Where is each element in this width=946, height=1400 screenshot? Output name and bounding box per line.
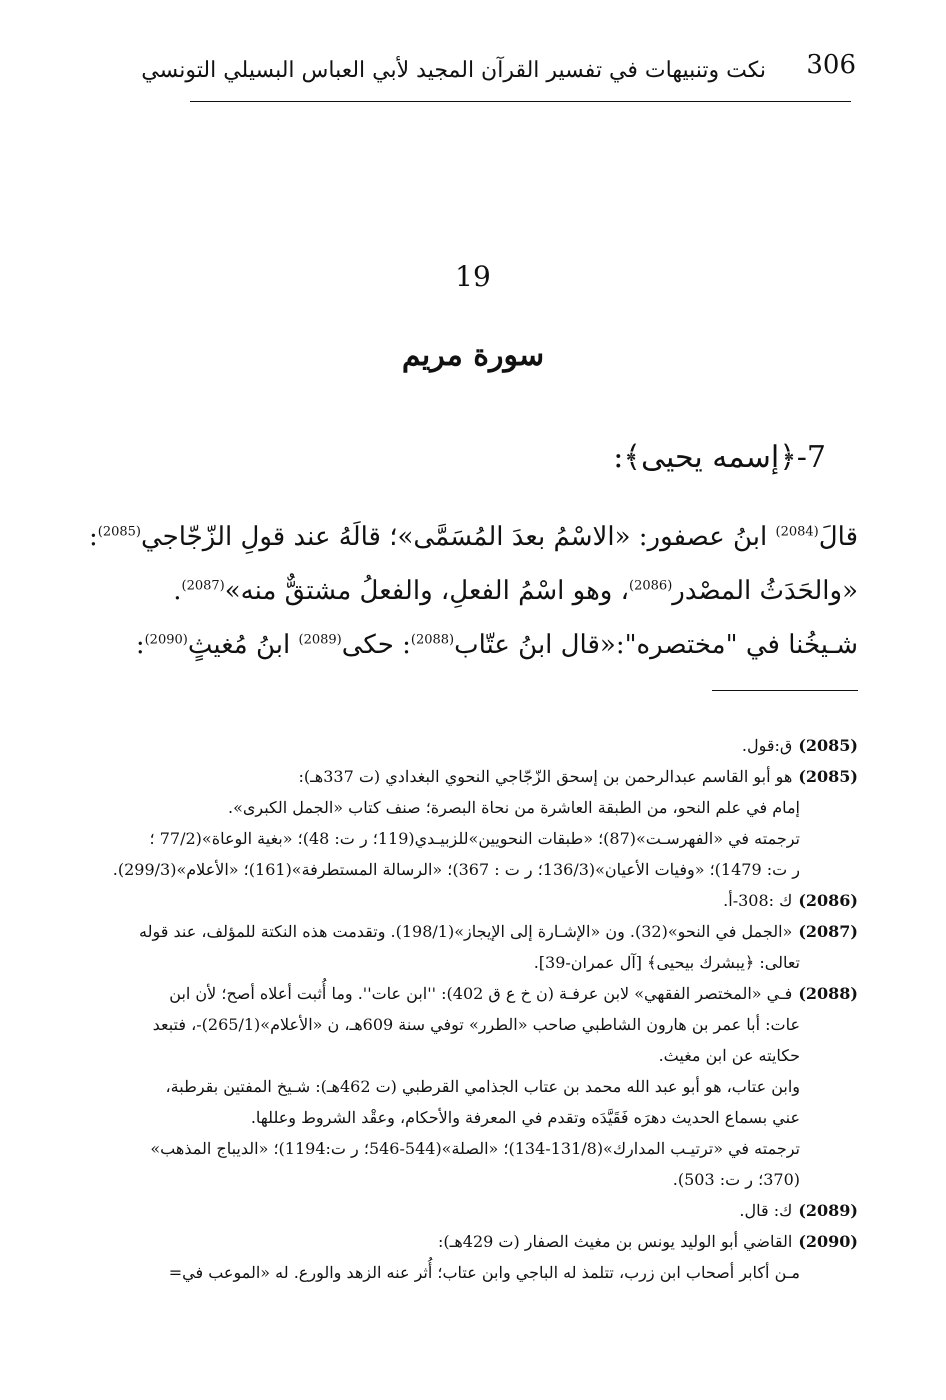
footnote-line bbox=[90, 854, 858, 885]
footnote-text: «الجمل في النحو»(32). ون «الإشـارة إلى الإيجاز»(198/1). وتقدمت هذه النكتة للمؤلف، عند قوله bbox=[139, 922, 793, 941]
footnote-ref: (2089) bbox=[298, 632, 342, 648]
footnote-text: (370؛ ر ت: 503). bbox=[672, 1170, 800, 1189]
footnote-line bbox=[90, 1009, 858, 1040]
running-title: نكت وتنبيهات في تفسير القرآن المجيد لأبي العباس البسيلي التونسي bbox=[141, 58, 766, 83]
body-line-2 bbox=[80, 564, 858, 618]
verse-heading: 7-﴿إسمه يحيى﴾: bbox=[613, 440, 826, 475]
footnote-text: إمام في علم النحو، من الطبقة العاشرة من نحاة البصرة؛ صنف كتاب «الجمل الكبرى». bbox=[227, 798, 800, 817]
footnote-line bbox=[90, 1164, 858, 1195]
footnote-line bbox=[90, 761, 858, 792]
footnote-number: (2088) bbox=[798, 984, 858, 1003]
footnote-number: (2087) bbox=[798, 922, 858, 941]
footnote-text: ر ت: 1479)؛ «وفيات الأعيان»(136/3؛ ر ت : 367)؛ «الرسالة المستطرفة»(161)؛ «الأعلام»(299/3). bbox=[112, 860, 800, 879]
footnote-line bbox=[90, 885, 858, 916]
text-run: . bbox=[173, 576, 182, 606]
text-run: شـيخُنا في "مختصره":«قال ابنُ عتّاب bbox=[454, 630, 858, 660]
footnote-text: عات: أبا عمر بن هارون الشاطبي صاحب «الطرر» توفي سنة 609هـ، ن «الأعلام»(265/1)-، فتبعد bbox=[152, 1015, 800, 1034]
text-run: : bbox=[88, 522, 98, 552]
footnote-text: ك :308-أ. bbox=[723, 891, 793, 910]
text-run: «والحَدَثُ المصْدر bbox=[672, 576, 858, 606]
footnote-line bbox=[90, 730, 858, 761]
footnote-line bbox=[90, 1071, 858, 1102]
footnote-number: (2086) bbox=[798, 891, 858, 910]
footnote-line bbox=[90, 1257, 858, 1288]
footnote-text: ق:قول. bbox=[741, 736, 793, 755]
text-run: ابنُ عصفور: «الاسْمُ بعدَ المُسَمَّى»؛ قالَهُ عند قولِ الزّجّاجي bbox=[140, 522, 776, 552]
footnote-text: ترجمته في «الفهرسـت»(87)؛ «طبقات النحويين»للزبيـدي(119؛ ر ت: 48)؛ «بغية الوعاة»(77/2 ؛ bbox=[149, 829, 800, 848]
footnote-separator bbox=[712, 690, 858, 691]
footnote-text: وابن عتاب، هو أبو عبد الله محمد بن عتاب الجذامي القرطبي (ت 462هـ): شـيخ المفتين بقرطبة، bbox=[165, 1077, 800, 1096]
text-run: قالَ bbox=[818, 522, 858, 552]
footnote-line bbox=[90, 947, 858, 978]
footnotes bbox=[90, 730, 858, 1288]
footnote-text: القاضي أبو الوليد يونس بن مغيث الصفار (ت 429هـ): bbox=[438, 1232, 793, 1251]
footnote-ref: (2087) bbox=[181, 578, 225, 594]
footnote-line bbox=[90, 1040, 858, 1071]
text-run: : حكى bbox=[341, 630, 411, 660]
footnote-ref: (2085) bbox=[97, 524, 141, 540]
footnote-ref: (2090) bbox=[144, 632, 188, 648]
footnote-text: مـن أكابر أصحاب ابن زرب، تتلمذ له الباجي وابن عتاب؛ أُثر عنه الزهد والورع. له «الموعب في= bbox=[168, 1263, 800, 1282]
footnote-line bbox=[90, 1195, 858, 1226]
footnote-line bbox=[90, 792, 858, 823]
footnote-line bbox=[90, 916, 858, 947]
footnote-text: هو أبو القاسم عبدالرحمن بن إسحق الزّجّاجي النحوي البغدادي (ت 337هـ): bbox=[298, 767, 793, 786]
footnote-number: (2085) bbox=[798, 736, 858, 755]
page-number: 306 bbox=[806, 50, 856, 80]
surah-title: سورة مريم bbox=[401, 338, 545, 373]
footnote-line bbox=[90, 1226, 858, 1257]
footnote-line bbox=[90, 978, 858, 1009]
surah-number: 19 bbox=[455, 260, 491, 293]
body-text bbox=[80, 510, 858, 672]
footnote-line bbox=[90, 823, 858, 854]
page-header bbox=[141, 50, 856, 100]
header-rule bbox=[190, 101, 851, 102]
footnote-line bbox=[90, 1102, 858, 1133]
footnote-text: فـي «المختصر الفقهي» لابن عرفـة (ن خ ع ق 402): ''ابن عات''. وما أُثبت أعلاه أصح؛ لأن ابن bbox=[169, 984, 793, 1003]
body-line-1 bbox=[80, 510, 858, 564]
footnote-text: ترجمته في «ترتيـب المدارك»(131/8-134)؛ «الصلة»(544-546؛ ر ت:1194)؛ «الديباج المذهب» bbox=[150, 1139, 800, 1158]
footnote-line bbox=[90, 1133, 858, 1164]
footnote-ref: (2086) bbox=[629, 578, 673, 594]
text-run: ، وهو اسْمُ الفعلِ، والفعلُ مشتقٌّ منه» bbox=[224, 576, 630, 606]
footnote-text: ك: قال. bbox=[739, 1201, 793, 1220]
footnote-number: (2089) bbox=[798, 1201, 858, 1220]
footnote-text: عني بسماع الحديث دهرَه فَقَيَّدَه وتقدم في المعرفة والأحكام، وعقْد الشروط وعللها. bbox=[250, 1108, 800, 1127]
body-line-3 bbox=[80, 618, 858, 672]
footnote-number: (2085) bbox=[798, 767, 858, 786]
footnote-number: (2090) bbox=[798, 1232, 858, 1251]
footnote-ref: (2084) bbox=[775, 524, 819, 540]
footnote-ref: (2088) bbox=[410, 632, 455, 648]
footnote-text: حكايته عن ابن مغيث. bbox=[658, 1046, 800, 1065]
text-run: : bbox=[135, 630, 145, 660]
footnote-text: تعالى: ﴿يبشرك بيحيى﴾ [آل عمران-39]. bbox=[533, 953, 800, 972]
text-run: ابنُ مُغيثٍ bbox=[187, 630, 299, 660]
